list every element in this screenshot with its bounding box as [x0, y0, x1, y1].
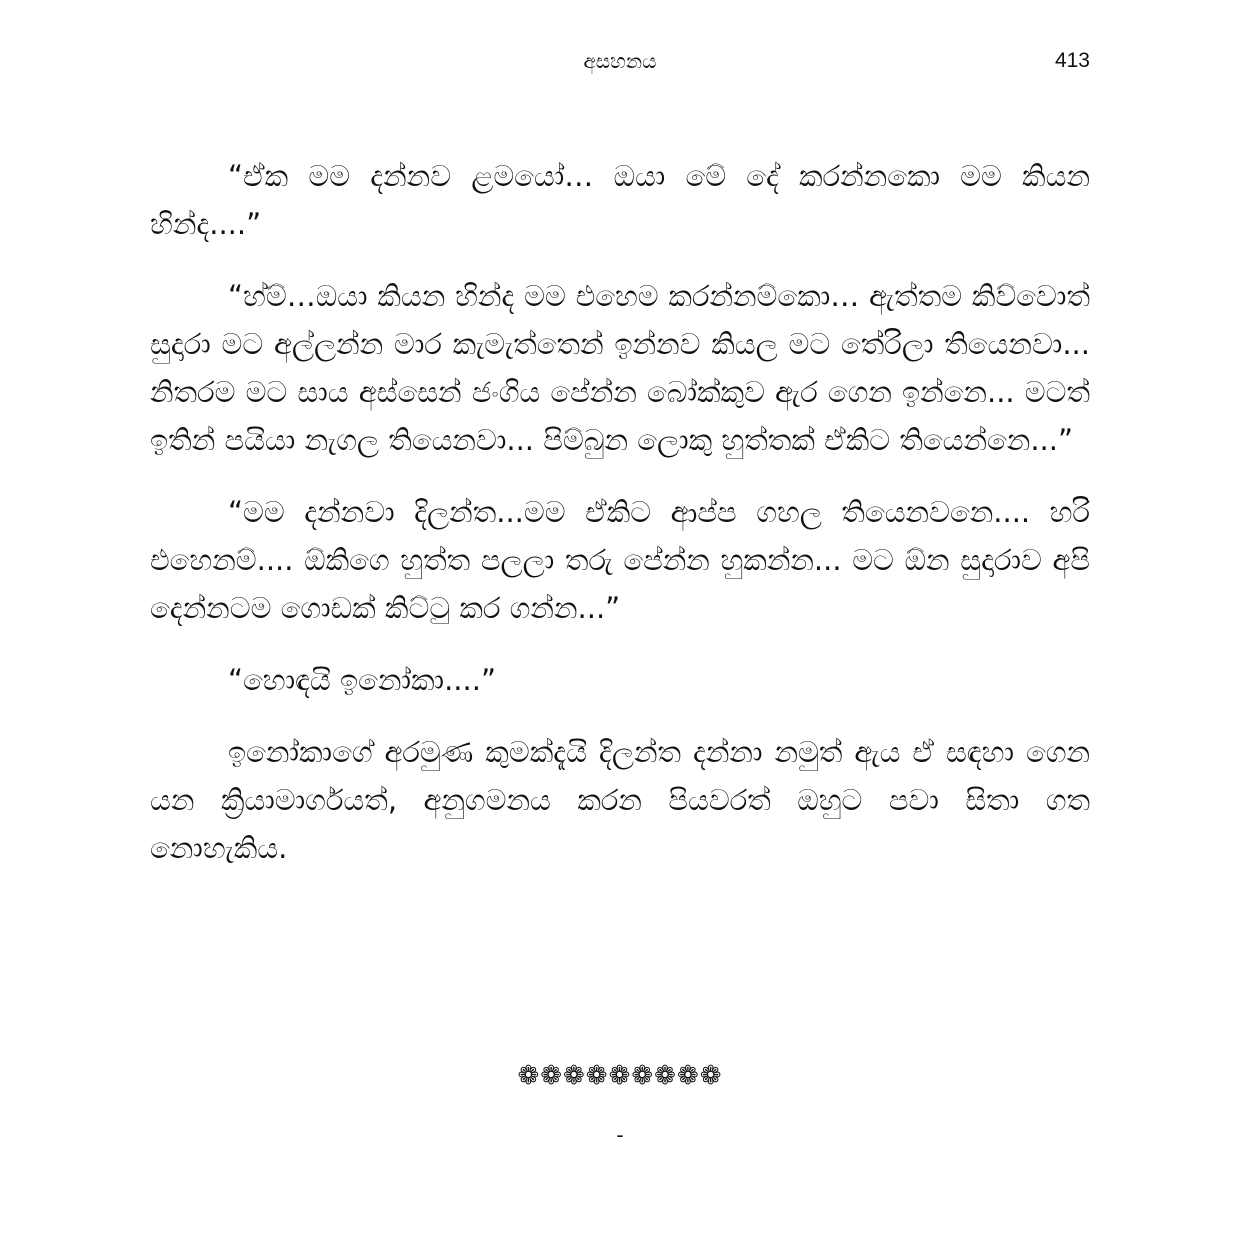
- running-header: [0, 44, 1240, 78]
- paragraph-5: ඉනෝකාගේ අරමුණ කුමක්දැයි දිලන්ත දන්නා නමුත් ඇය ඒ සඳහා ගෙන යන ක්‍රියාමාර්ගයත්, අනුගමනය කරන පියවරත් ඔහුට පවා සිතා ගත නොහැකිය.: [150, 735, 1090, 865]
- body-text: [150, 152, 1090, 896]
- paragraph-2: “හ්ම්…ඔයා කියන හින්ද මම එහෙම කරන්නම්කො… ඇත්තම කිව්වොත් සුදාරා මට අල්ලන්න මාර කැමැත්තෙන් ඉන්නව කියල මට තේරිලා තියෙනවා... නිතරම මට සාය අස්සෙන් ජංගිය පේන්න බෝක්කුව ඇර ගෙන ඉන්නෙ... මටත් ඉතින් පයියා නැගල තියෙනවා... පිම්බුන ලොකු හුත්තක් ඒකිට තියෙන්නෙ...”: [150, 279, 1090, 457]
- page-number: 413: [1054, 49, 1090, 72]
- running-title: අසහනය: [583, 49, 657, 73]
- section-break-ornament: ❁❁❁❁❁❁❁❁❁: [517, 1061, 723, 1091]
- footer-mark: -: [616, 1123, 624, 1147]
- paragraph-3: “මම දන්නවා දිලන්ත...මම ඒකිට ආප්ප ගහල තියෙනවනෙ.... හරි එහෙනම්.... ඕකිගෙ හුත්ත පලලා තරු පේන්න හුකන්න... මට ඕන සුදාරාව අපි දෙන්නටම ගොඩක් කිට්ටු කර ගන්න...”: [150, 495, 1090, 625]
- paragraph-4: “හොඳයි ඉනෝකා....”: [228, 663, 496, 697]
- paragraph-1: “ඒක මම දන්නව ළමයෝ… ඔයා මේ දේ කරන්නකො මම කියන හින්ද....”: [150, 159, 1090, 241]
